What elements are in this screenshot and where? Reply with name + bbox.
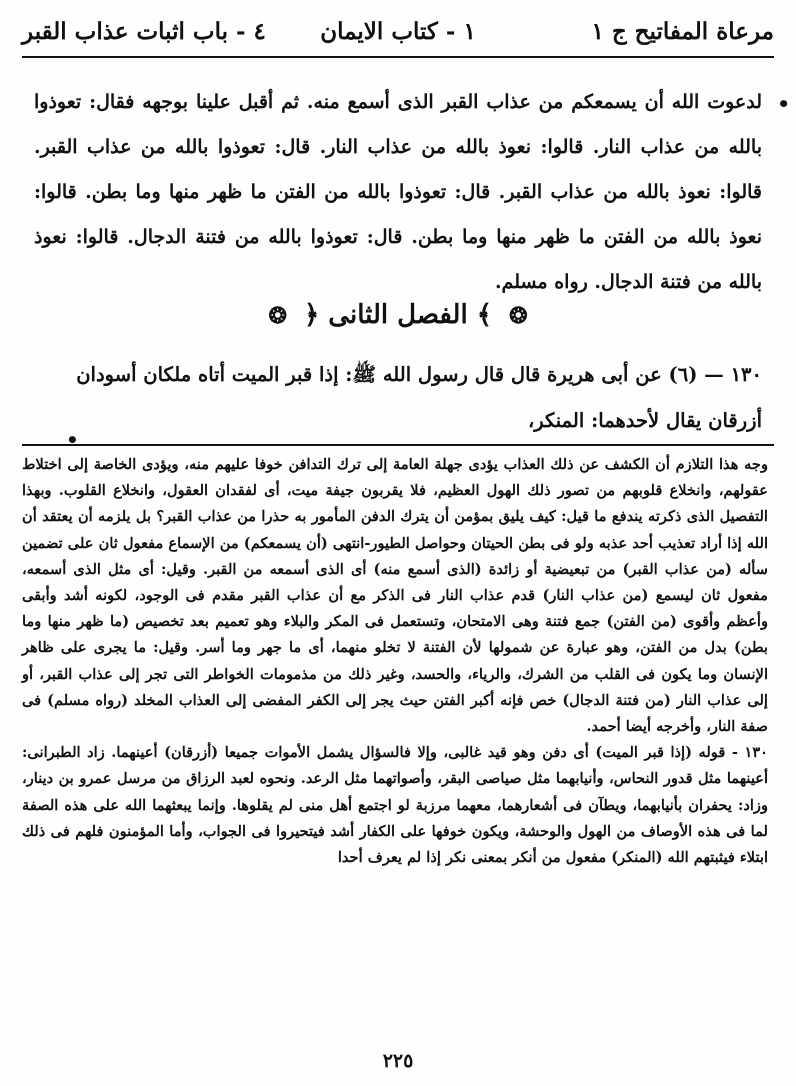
hadith-number: ١٣٠ <box>730 363 762 386</box>
commentary <box>22 452 768 871</box>
ornament-icon: ❂ <box>268 303 287 329</box>
margin-dot: • <box>777 92 790 116</box>
hadith-block: ١٣٠ — (٦) عن أبى هريرة قال قال رسول الله ﷺ: إذا قبر الميت أتاه ملكان أسودان أزرقان يقال لأحدهما: المنكر، <box>76 363 762 432</box>
hadith-ref: (٦) <box>668 363 698 386</box>
footnote-rule <box>22 444 774 446</box>
header-rule <box>22 56 774 58</box>
header-book-title: مرعاة المفاتيح ج ١ <box>591 17 774 45</box>
hadith-text: عن أبى هريرة قال قال رسول الله ﷺ: إذا قبر الميت أتاه ملكان أسودان أزرقان يقال لأحدهما: المنكر، <box>76 363 762 432</box>
section-heading: ❂ ﴾ الفصل الثانى ﴿ ❂ <box>268 300 528 330</box>
commentary-paragraph: وجه هذا التلازم أن الكشف عن ذلك العذاب يؤدى جهلة العامة إلى ترك التدافن خوفا عليهم منه، ويؤدى الخاصة إلى اختلاط عقولهم، وانخلاع قلوبهم من تصور ذلك الهول العظيم، فلا يقربون جيفة ميت، أى لفقدان العقول، وانخلاع القلوب. وبهذا التفصيل الذى ذكرته يندفع ما قيل: كيف يليق بمؤمن أن يترك الدفن المأمور به حذرا من عذاب القبر؟ بل يلزمه أن يعتقد أن الله إذا أراد تعذيب أحد عذبه ولو فى بطن الحيتان وحواصل الطيور-انتهى (أن يسمعكم) من الإسماع مفعول ثان على تضمين سأله (من عذاب القبر) من تبعيضية أو زائدة (الذى أسمع منه) أى الذى أسمعه من القبر. وقيل: أى مثل الذى أسمعه، مفعول ثان ليسمع (من عذاب النار) قدم عذاب النار فى الذكر مع أن عذاب القبر مقدم فى الوجود، لكونه أشد وأبقى وأعظم وأقوى (من الفتن) جمع فتنة وهى الامتحان، وتستعمل فى المكر والبلاء وهو تعميم بعد تخصيص (ما ظهر منها وما بطن) بدل من الفتن، وهو عبارة عن شمولها لأن الفتنة لا تخلو منهما، أى ما جهر وما أسر. وقيل: ما يجرى على ظاهر الإنسان وما يكون فى القلب من الشرك، والرياء، والحسد، وغير ذلك من مذمومات الخواطر التى تجر إلى عذاب القبر، أو إلى عذاب النار (من فتنة الدجال) خص فإنه أكبر الفتن حيث يجر إلى الكفر المفضى إلى العذاب المخلد (رواه مسلم) فى صفة النار، وأخرجه أيضا أحمد. <box>22 456 768 736</box>
margin-dot: • <box>66 428 79 452</box>
running-header <box>22 8 774 54</box>
section-title: الفصل الثانى <box>328 300 468 330</box>
ornament-icon: ❂ <box>509 303 528 329</box>
hadith-continuation: لدعوت الله أن يسمعكم من عذاب القبر الذى أسمع منه. ثم أقبل علينا بوجهه فقال: تعوذوا بالله من عذاب النار. قالوا: نعوذ بالله من عذاب النار. قال: تعوذوا بالله من عذاب القبر. قالوا: نعوذ بالله من عذاب القبر. قال: تعوذوا بالله من الفتن ما ظهر منها وما بطن. قالوا: نعوذ بالله من الفتن ما ظهر منها وما بطن. قال: تعوذوا بالله من فتنة الدجال. قالوا: نعوذ بالله من فتنة الدجال. رواه مسلم. <box>34 91 762 293</box>
commentary-paragraph: ١٣٠ - قوله (إذا قبر الميت) أى دفن وهو قيد غالبى، وإلا فالسؤال يشمل الأموات جميعا (أزرقان) أعينهما. زاد الطبرانى: أعينهما مثل قدور النحاس، وأنيابهما مثل صياصى البقر، وأصواتهما مثل الرعد. ونحوه لعبد الرزاق من مرسل عمرو بن دينار، وزاد: يحفران بأنيابهما، ويطآن فى أشعارهما، معهما مرزبة لو اجتمع أهل منى لم يقلوها. وإنما يبعثهما الله على هذه الصفة لما فى هذه الأوصاف من الهول والوحشة، ويكون خوفها على الكفار أشد فيتحيروا فى الجواب، وأما المؤمنون فلهم فى ذلك ابتلاء فيثبتهم الله (المنكر) مفعول من أنكر بمعنى نكر إذا لم يعرف أحدا <box>22 744 768 867</box>
page-number: ٢٢٥ <box>382 1050 414 1072</box>
header-section: ٤ - باب اثبات عذاب القبر <box>22 17 266 45</box>
header-chapter: ١ - كتاب الايمان <box>320 17 476 45</box>
